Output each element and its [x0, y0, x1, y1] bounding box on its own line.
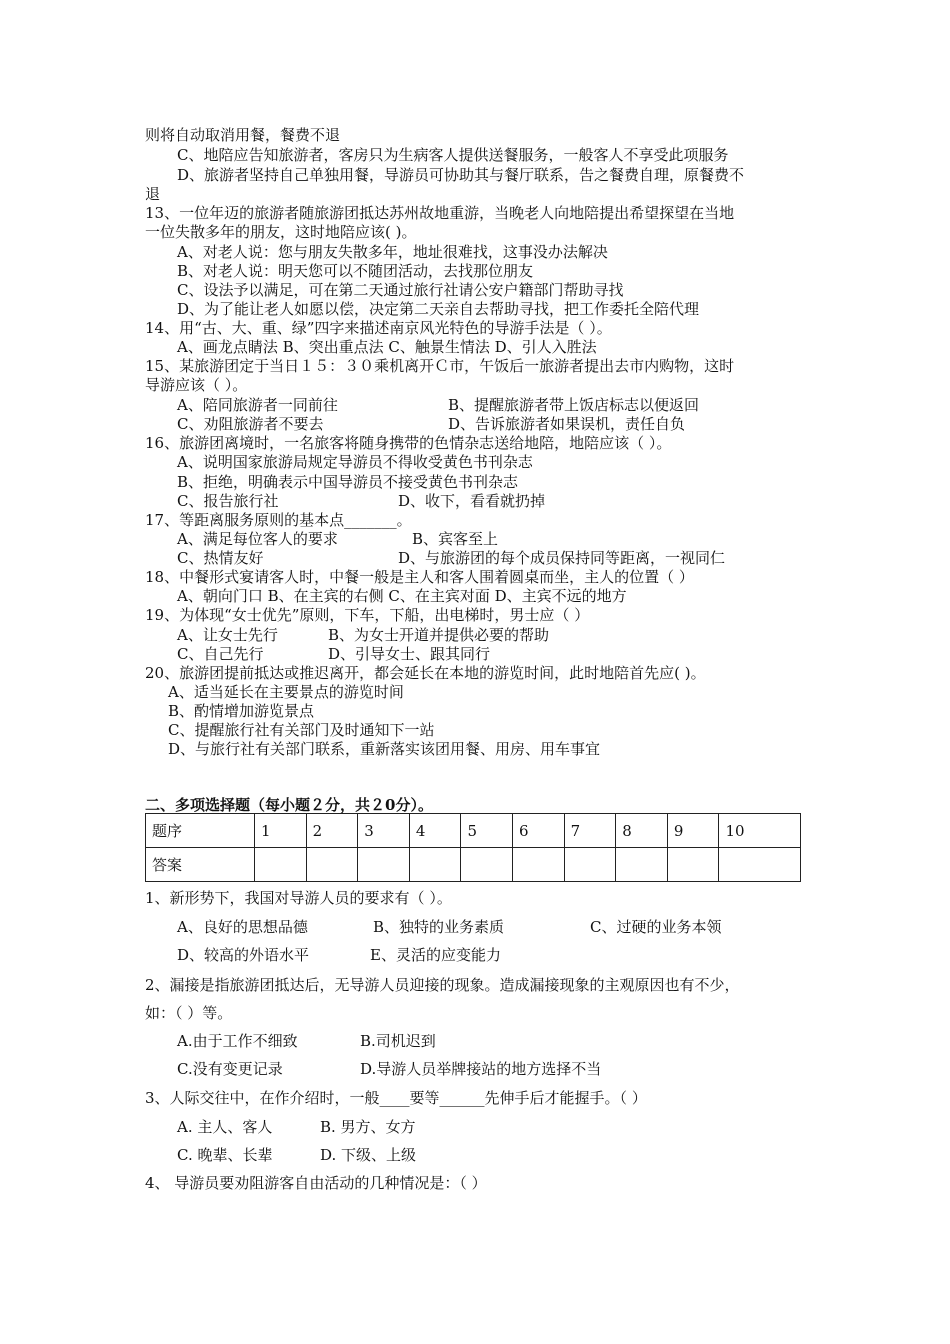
- answer-cell[interactable]: [358, 848, 410, 882]
- q12-option-d-wrap: 退: [145, 185, 161, 203]
- q13-option-a: A、对老人说：您与朋友失散多年，地址很难找，这事没办法解决: [177, 243, 608, 261]
- m2-option-d: D.导游人员举牌接站的地方选择不当: [360, 1060, 602, 1078]
- q13-option-c: C、设法予以满足，可在第二天通过旅行社请公安户籍部门帮助寻找: [177, 281, 624, 299]
- m1-stem: 1、新形势下，我国对导游人员的要求有（ ）。: [145, 889, 452, 907]
- m1-option-b: B、独特的业务素质: [373, 918, 505, 936]
- q16-stem: 16、旅游团离境时，一名旅客将随身携带的色情杂志送给地陪，地陪应该（ ）。: [145, 434, 672, 452]
- answer-cell[interactable]: [513, 848, 565, 882]
- q13-stem: 13、一位年迈的旅游者随旅游团抵达苏州故地重游，当晚老人向地陪提出希望探望在当地: [145, 204, 735, 222]
- answer-cell[interactable]: [255, 848, 307, 882]
- q15-stem: 15、某旅游团定于当日１５：３０乘机离开Ｃ市，午饭后一旅游者提出去市内购物，这时: [145, 357, 735, 375]
- q15-option-b: B、提醒旅游者带上饭店标志以便返回: [448, 396, 700, 414]
- table-cell-number: 3: [358, 814, 410, 848]
- q20-option-c: C、提醒旅行社有关部门及时通知下一站: [168, 721, 435, 739]
- m3-option-c: C. 晚辈、长辈: [177, 1146, 273, 1164]
- q12-option-d: D、旅游者坚持自己单独用餐，导游员可协助其与餐厅联系，告之餐费自理，原餐费不: [177, 166, 745, 184]
- m2-option-c: C.没有变更记录: [177, 1060, 283, 1078]
- m3-option-a: A. 主人、客人: [177, 1118, 273, 1136]
- m2-option-b: B.司机迟到: [360, 1032, 436, 1050]
- q16-option-d: D、收下，看看就扔掉: [398, 492, 546, 510]
- m2-option-a: A.由于工作不细致: [177, 1032, 298, 1050]
- m1-option-a: A、良好的思想品德: [177, 918, 308, 936]
- answer-cell[interactable]: [667, 848, 719, 882]
- q19-stem: 19、为体现“女士优先”原则，下车，下船，出电梯时，男士应（ ）: [145, 606, 590, 624]
- q15-option-c: C、劝阻旅游者不要去: [177, 415, 324, 433]
- q17-option-b: B、宾客至上: [412, 530, 499, 548]
- section-heading: 二、多项选择题（每小题２分，共２0分）。: [145, 796, 433, 814]
- q15-option-d: D、告诉旅游者如果误机，责任自负: [448, 415, 686, 433]
- q20-stem: 20、旅游团提前抵达或推迟离开，都会延长在本地的游览时间，此时地陪首先应( )。: [145, 664, 706, 682]
- table-cell-number: 2: [306, 814, 358, 848]
- q12-continuation: 则将自动取消用餐，餐费不退: [145, 126, 341, 144]
- answer-cell[interactable]: [719, 848, 801, 882]
- m1-option-d: D、较高的外语水平: [177, 946, 310, 964]
- table-cell-number: 8: [616, 814, 668, 848]
- answer-cell[interactable]: [616, 848, 668, 882]
- answer-cell[interactable]: [306, 848, 358, 882]
- table-cell-number: 9: [667, 814, 719, 848]
- q20-option-a: A、适当延长在主要景点的游览时间: [168, 683, 404, 701]
- m2-stem: 2、漏接是指旅游团抵达后，无导游人员迎接的现象。造成漏接现象的主观原因也有不少，: [145, 976, 740, 994]
- q19-option-b: B、为女士开道并提供必要的帮助: [328, 626, 550, 644]
- q16-option-b: B、拒绝，明确表示中国导游员不接受黄色书刊杂志: [177, 473, 519, 491]
- m4-stem: 4、 导游员要劝阻游客自由活动的几种情况是：（ ）: [145, 1174, 487, 1192]
- q16-option-a: A、说明国家旅游局规定导游员不得收受黄色书刊杂志: [177, 453, 533, 471]
- q13-stem-wrap: 一位失散多年的朋友，这时地陪应该( )。: [145, 223, 417, 241]
- m3-stem: 3、人际交往中，在作介绍时，一般____要等______先伸手后才能握手。（ ）: [145, 1089, 647, 1107]
- q16-option-c: C、报告旅行社: [177, 492, 279, 510]
- m2-stem-wrap: 如：（ ）等。: [145, 1004, 233, 1022]
- q20-option-d: D、与旅行社有关部门联系，重新落实该团用餐、用房、用车事宜: [168, 740, 601, 758]
- q15-option-a: A、陪同旅游者一同前往: [177, 396, 338, 414]
- q17-stem: 17、等距离服务原则的基本点_______。: [145, 511, 412, 529]
- table-cell-number: 4: [409, 814, 461, 848]
- answer-table: [145, 813, 801, 882]
- table-cell-number: 10: [719, 814, 801, 848]
- m1-option-e: E、灵活的应变能力: [370, 946, 501, 964]
- q12-option-c: C、地陪应告知旅游者，客房只为生病客人提供送餐服务，一般客人不享受此项服务: [177, 146, 729, 164]
- q15-stem-wrap: 导游应该（ ）。: [145, 376, 248, 394]
- q17-option-d: D、与旅游团的每个成员保持同等距离，一视同仁: [398, 549, 726, 567]
- q17-option-a: A、满足每位客人的要求: [177, 530, 338, 548]
- q14-stem: 14、用“古、大、重、绿”四字来描述南京风光特色的导游手法是（ ）。: [145, 319, 612, 337]
- q17-option-c: C、热情友好: [177, 549, 264, 567]
- table-cell-number: 7: [564, 814, 616, 848]
- table-cell-label: 题序: [146, 814, 255, 848]
- q19-option-c: C、自己先行: [177, 645, 264, 663]
- q13-option-b: B、对老人说：明天您可以不随团活动，去找那位朋友: [177, 262, 534, 280]
- answer-table-header-row: [146, 814, 801, 848]
- table-cell-label: 答案: [146, 848, 255, 882]
- table-cell-number: 6: [513, 814, 565, 848]
- table-cell-number: 5: [461, 814, 513, 848]
- q20-option-b: B、酌情增加游览景点: [168, 702, 315, 720]
- q18-options: A、朝向门口 B、在主宾的右侧 C、在主宾对面 D、主宾不远的地方: [177, 587, 627, 605]
- answer-cell[interactable]: [409, 848, 461, 882]
- m3-option-d: D. 下级、上级: [320, 1146, 417, 1164]
- table-cell-number: 1: [255, 814, 307, 848]
- answer-table-answer-row: [146, 848, 801, 882]
- answer-cell[interactable]: [564, 848, 616, 882]
- q19-option-a: A、让女士先行: [177, 626, 278, 644]
- q14-options: A、画龙点睛法 B、突出重点法 C、触景生情法 D、引人入胜法: [177, 338, 597, 356]
- q19-option-d: D、引导女士、跟其同行: [328, 645, 491, 663]
- m1-option-c: C、过硬的业务本领: [590, 918, 722, 936]
- q13-option-d: D、为了能让老人如愿以偿，决定第二天亲自去帮助寻找，把工作委托全陪代理: [177, 300, 700, 318]
- answer-cell[interactable]: [461, 848, 513, 882]
- m3-option-b: B. 男方、女方: [320, 1118, 416, 1136]
- q18-stem: 18、中餐形式宴请客人时，中餐一般是主人和客人围着圆桌而坐，主人的位置（ ）: [145, 568, 694, 586]
